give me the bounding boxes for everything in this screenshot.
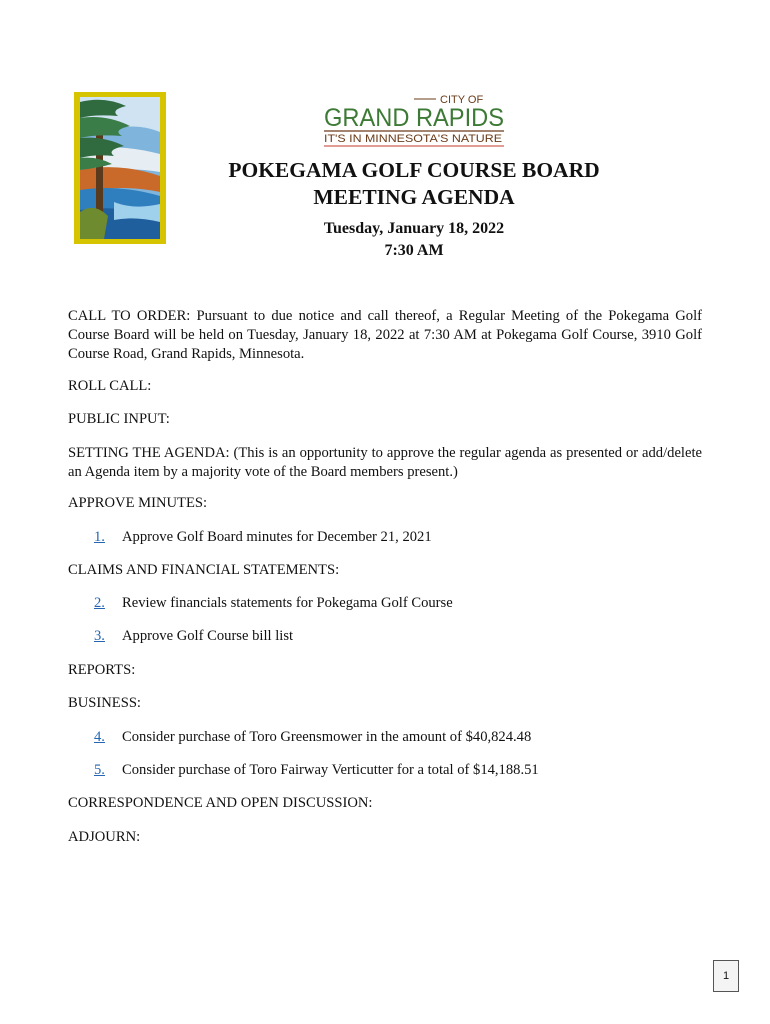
agenda-item-3 [94, 627, 714, 646]
logo-city-of: CITY OF [440, 94, 484, 106]
agenda-item-3-link[interactable]: 3. [94, 628, 105, 644]
agenda-item-1-text: Approve Golf Board minutes for December 21, 2021 [122, 529, 432, 545]
city-logo [322, 92, 506, 148]
reports-heading: REPORTS: [68, 662, 136, 678]
agenda-item-1-link[interactable]: 1. [94, 529, 105, 545]
setting-agenda: SETTING THE AGENDA: (This is an opportunity to approve the regular agenda as presented or add/delete an Agenda item by a majority vote of the Board members present.) [68, 445, 702, 480]
public-input: PUBLIC INPUT: [68, 411, 170, 427]
call-to-order: CALL TO ORDER: Pursuant to due notice and call thereof, a Regular Meeting of the Pokegama Golf Course Board will be held on Tuesday, January 18, 2022 at 7:30 AM at Pokegama Golf Course, 3910 Golf Course Road, Grand Rapids, Minnesota. [68, 308, 702, 362]
agenda-item-1 [94, 528, 714, 547]
agenda-item-4 [94, 728, 714, 747]
city-logo-graphic [322, 92, 506, 148]
agenda-item-3-text: Approve Golf Course bill list [122, 628, 294, 644]
agenda-item-5-link[interactable]: 5. [94, 762, 105, 778]
business-heading: BUSINESS: [68, 695, 141, 711]
agenda-item-5 [94, 761, 714, 780]
logo-name: GRAND RAPIDS [324, 104, 504, 132]
title-line-1: POKEGAMA GOLF COURSE BOARD [228, 158, 600, 182]
agenda-item-2 [94, 594, 714, 613]
correspondence-heading: CORRESPONDENCE AND OPEN DISCUSSION: [68, 795, 373, 811]
approve-minutes-heading: APPROVE MINUTES: [68, 495, 208, 511]
agenda-item-4-text: Consider purchase of Toro Greensmower in the amount of $40,824.48 [122, 729, 532, 745]
meeting-time: 7:30 AM [384, 242, 444, 259]
title-line-2: MEETING AGENDA [313, 185, 515, 209]
agenda-item-2-link[interactable]: 2. [94, 595, 105, 611]
roll-call: ROLL CALL: [68, 378, 152, 394]
adjourn-heading: ADJOURN: [68, 829, 141, 845]
agenda-item-5-text: Consider purchase of Toro Fairway Verticutter for a total of $14,188.51 [122, 762, 539, 778]
logo-tagline: IT'S IN MINNESOTA'S NATURE [324, 133, 502, 145]
agenda-item-2-text: Review financials statements for Pokegama Golf Course [122, 595, 453, 611]
meeting-date: Tuesday, January 18, 2022 [323, 220, 505, 237]
page-number: 1 [713, 960, 739, 992]
claims-heading: CLAIMS AND FINANCIAL STATEMENTS: [68, 562, 340, 578]
agenda-item-4-link[interactable]: 4. [94, 729, 105, 745]
